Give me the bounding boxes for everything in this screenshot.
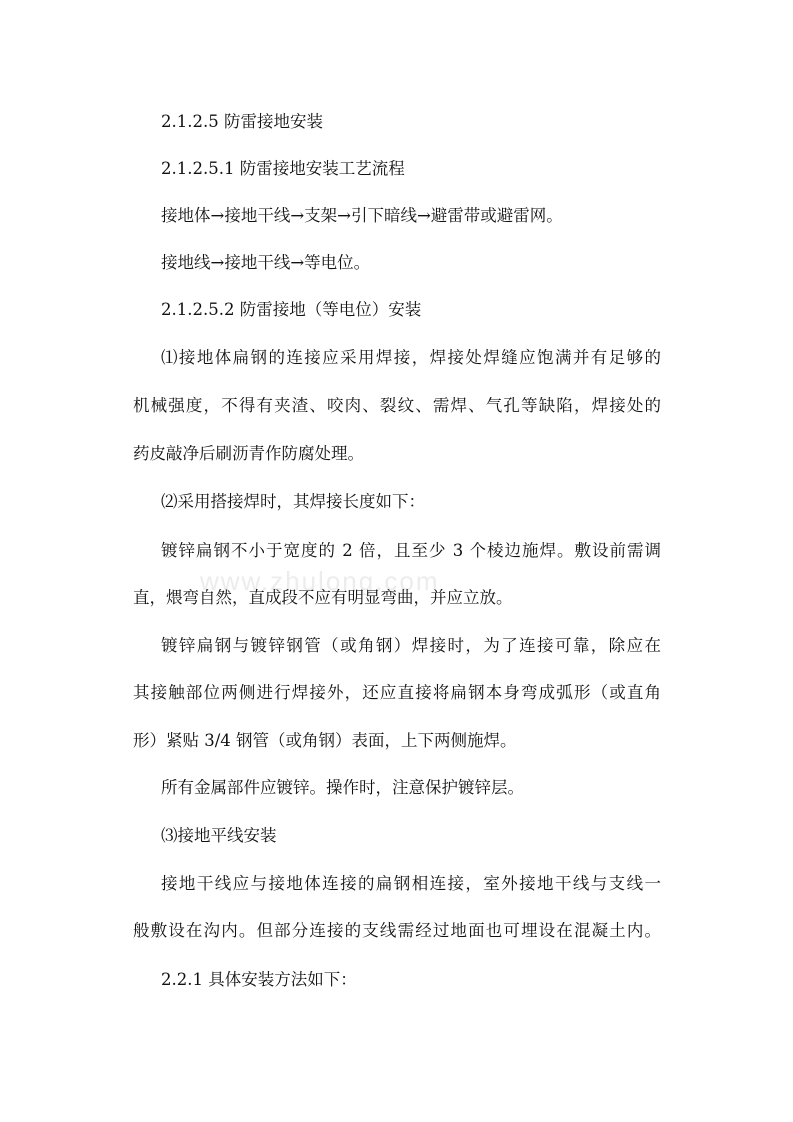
section-heading: 2.1.2.5.2 防雷接地（等电位）安装 <box>161 300 422 319</box>
paragraph-line: 形）紧贴 3/4 钢管（或角钢）表面，上下两侧施焊。 <box>133 731 517 750</box>
paragraph-line: 接地体→接地干线→支架→引下暗线→避雷带或避雷网。 <box>161 206 563 225</box>
paragraph-line: 直，煨弯自然，直成段不应有明显弯曲，并应立放。 <box>133 588 513 607</box>
paragraph-line: 接地线→接地干线→等电位。 <box>161 253 371 272</box>
paragraph-line: 所有金属部件应镀锌。操作时，注意保护镀锌层。 <box>161 778 524 797</box>
paragraph-line: 般敷设在沟内。但部分连接的支线需经过地面也可埋设在混凝土内。 <box>133 921 661 940</box>
paragraph-line: 机械强度，不得有夹渣、咬肉、裂纹、需焊、气孔等缺陷，焊接处的 <box>133 396 661 415</box>
paragraph-line: ⑵采用搭接焊时，其焊接长度如下： <box>161 492 425 511</box>
paragraph-line: 接地干线应与接地体连接的扁钢相连接，室外接地干线与支线一 <box>161 874 661 893</box>
watermark: www.zhulong.com <box>200 566 440 596</box>
section-heading: 2.1.2.5.1 防雷接地安装工艺流程 <box>161 159 405 178</box>
paragraph-line: 镀锌扁钢不小于宽度的 2 倍，且至少 3 个棱边施焊。敷设前需调 <box>161 541 661 560</box>
section-heading: 2.1.2.5 防雷接地安装 <box>161 112 323 131</box>
paragraph-line: 药皮敲净后刷沥青作防腐处理。 <box>133 444 364 463</box>
paragraph-line: ⑶接地平线安装 <box>161 826 277 845</box>
paragraph-line: ⑴接地体扁钢的连接应采用焊接，焊接处焊缝应饱满并有足够的 <box>161 348 661 367</box>
section-heading: 2.2.1 具体安装方法如下： <box>161 970 357 989</box>
paragraph-line: 其接触部位两侧进行焊接外，还应直接将扁钢本身弯成弧形（或直角 <box>133 683 661 702</box>
paragraph-line: 镀锌扁钢与镀锌钢管（或角钢）焊接时，为了连接可靠，除应在 <box>161 636 661 655</box>
